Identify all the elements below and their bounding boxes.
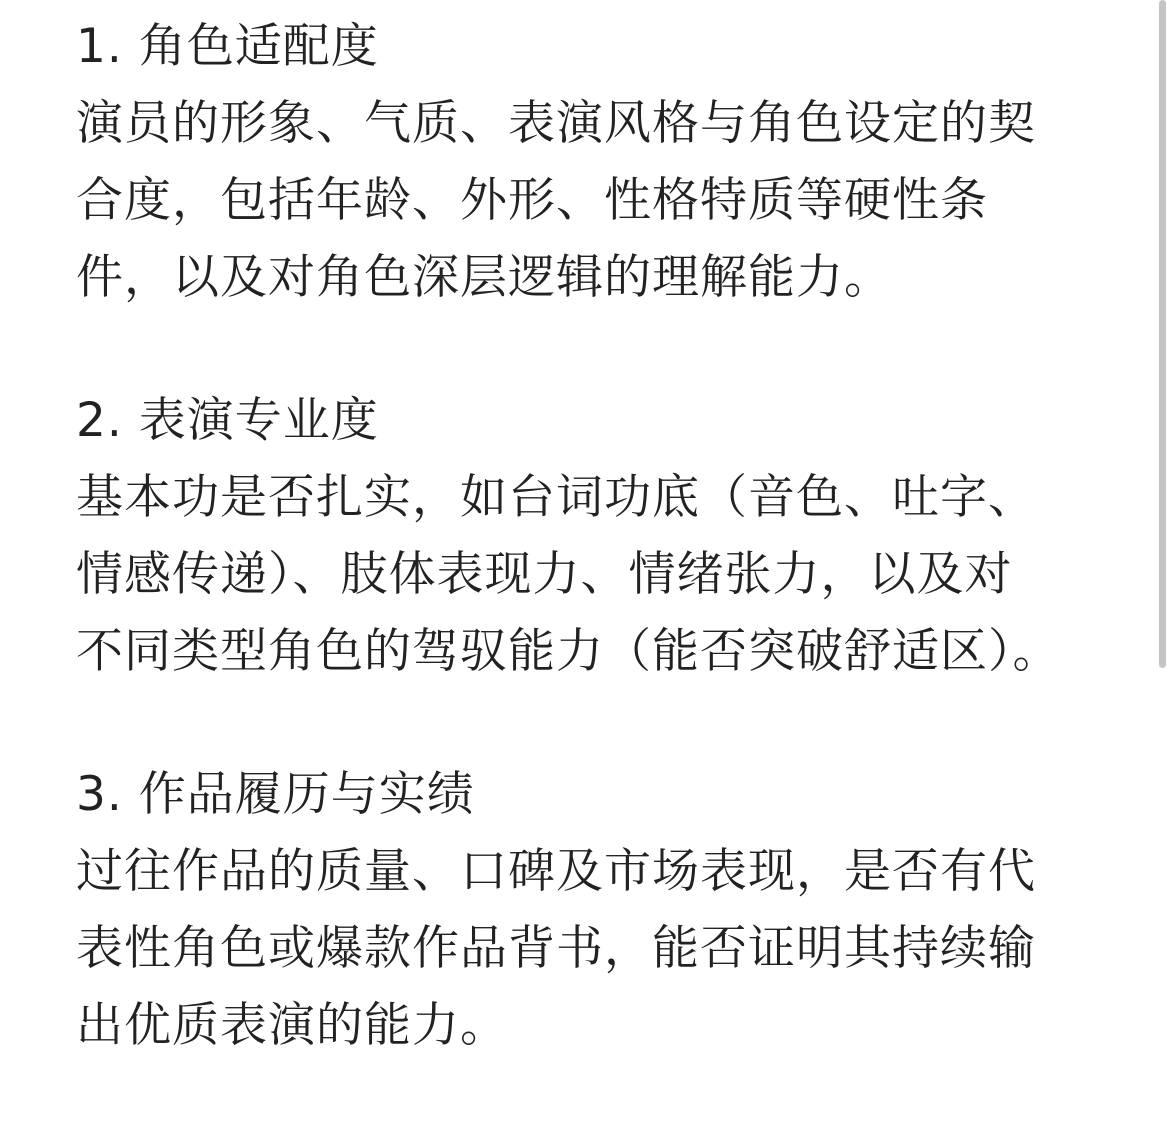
paragraph-line: 不同类型角色的驾驭能力（能否突破舒适区）。 (76, 624, 1061, 679)
paragraph-line: 演员的形象、气质、表演风格与角色设定的契 (76, 96, 1036, 151)
section-paragraph (76, 459, 1096, 690)
vertical-scrollbar[interactable] (1159, 0, 1166, 668)
section-paragraph (76, 833, 1096, 1064)
paragraph-line: 过往作品的质量、口碑及市场表现，是否有代 (76, 844, 1036, 899)
section-acting-skill (76, 382, 1096, 690)
paragraph-line: 出优质表演的能力。 (76, 998, 508, 1053)
paragraph-line: 件，以及对角色深层逻辑的理解能力。 (76, 250, 892, 305)
paragraph-line: 基本功是否扎实，如台词功底（音色、吐字、 (76, 470, 1036, 525)
section-role-fit (76, 8, 1096, 316)
section-heading: 1. 角色适配度 (76, 19, 379, 74)
paragraph-line: 情感传递）、肢体表现力、情绪张力，以及对 (76, 547, 1013, 602)
section-heading: 3. 作品履历与实绩 (76, 767, 475, 822)
section-paragraph (76, 85, 1096, 316)
section-track-record (76, 756, 1096, 1064)
paragraph-line: 表性角色或爆款作品背书，能否证明其持续输 (76, 921, 1036, 976)
paragraph-line: 合度，包括年龄、外形、性格特质等硬性条 (76, 173, 988, 228)
section-heading: 2. 表演专业度 (76, 393, 379, 448)
article-body (76, 8, 1096, 1130)
